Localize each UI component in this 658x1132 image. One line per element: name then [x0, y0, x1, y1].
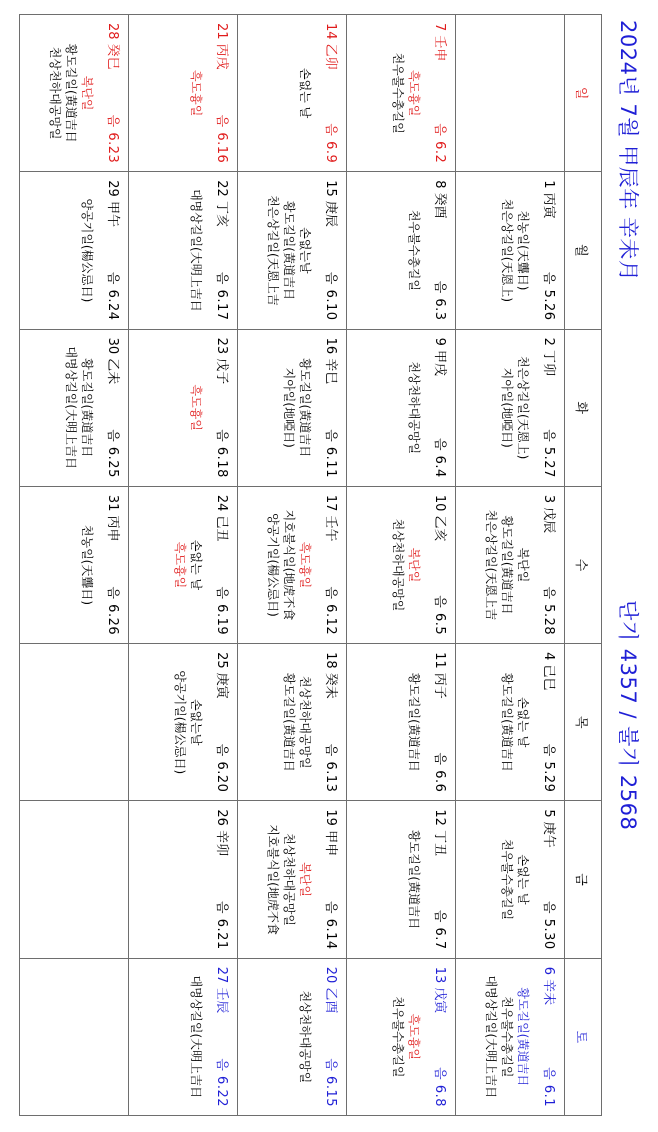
- solar-date: 13 戊寅: [432, 966, 447, 1014]
- day-cell-header: [105, 172, 128, 328]
- lunar-date: 음 5.29: [541, 743, 556, 793]
- day-notes: [188, 15, 214, 171]
- day-note: 천상천하대공망일: [298, 675, 312, 769]
- day-note: 흑도흉일: [298, 541, 312, 589]
- day-note: 천우불수총길일: [407, 209, 421, 291]
- day-cell-header: [105, 487, 128, 643]
- day-notes: [281, 330, 323, 486]
- day-note: 황도길일(黃道吉日: [282, 672, 296, 772]
- lunar-date: 음 6.6: [432, 752, 447, 793]
- day-note: 황도길일(黃道吉日: [516, 987, 530, 1087]
- day-cell: [238, 801, 347, 958]
- lunar-date: 음 6.16: [214, 114, 229, 164]
- day-cell: [238, 172, 347, 329]
- empty-day-cell: [20, 644, 129, 801]
- lunar-date: 음 6.15: [323, 1058, 338, 1107]
- day-cell-header: [214, 644, 237, 800]
- solar-date: 29 甲午: [105, 180, 120, 227]
- day-note: 천상천하대공망일: [391, 518, 405, 612]
- day-note: 황도길일(黃道吉日: [500, 672, 514, 772]
- solar-date: 22 丁亥: [214, 180, 229, 227]
- solar-date: 26 辛卯: [214, 809, 229, 857]
- solar-date: 30 乙未: [105, 337, 120, 385]
- day-cell: [238, 15, 347, 172]
- day-notes: [390, 15, 432, 171]
- day-cell: [456, 486, 565, 643]
- lunar-date: 음 6.3: [432, 280, 447, 321]
- day-cell-header: [214, 487, 237, 643]
- day-note: 지호불식일(地虎不食: [282, 509, 296, 621]
- day-note: 천은상길일(天恩上): [516, 356, 530, 460]
- lunar-date: 음 6.21: [214, 901, 229, 950]
- lunar-date: 음 6.13: [323, 743, 338, 793]
- day-cell-header: [432, 801, 455, 957]
- weekday-header: 일: [565, 15, 602, 172]
- day-cell-header: [323, 644, 346, 800]
- day-notes: [406, 330, 432, 486]
- day-note: 양공기일(楊公忌日): [266, 513, 280, 617]
- solar-date: 6 辛未: [541, 966, 556, 1006]
- day-note: 흑도흉일: [407, 1013, 421, 1061]
- day-notes: [390, 487, 432, 643]
- lunar-date: 음 6.2: [432, 123, 447, 164]
- day-note: 손없는 날: [516, 854, 530, 905]
- day-note: 손없는날: [189, 699, 203, 746]
- day-cell-header: [541, 801, 564, 957]
- day-notes: [265, 172, 323, 328]
- day-cell: [20, 329, 129, 486]
- day-note: 천농일(天聾日): [516, 210, 530, 291]
- day-note: 손없는 날: [298, 68, 312, 119]
- day-notes: [63, 330, 105, 486]
- lunar-date: 음 6.17: [214, 271, 229, 321]
- lunar-date: 음 6.19: [214, 586, 229, 636]
- weekday-header: 월: [565, 172, 602, 329]
- week-row: [20, 15, 129, 1116]
- day-notes: [265, 801, 323, 957]
- day-note: 양공기일(楊公忌日): [80, 198, 94, 303]
- day-cell-header: [432, 330, 455, 486]
- solar-date: 27 壬辰: [214, 966, 229, 1014]
- day-note: 대명상길일(大明上吉日: [484, 975, 498, 1099]
- day-cell: [456, 801, 565, 958]
- solar-date: 10 乙亥: [432, 494, 447, 542]
- lunar-date: 음 5.26: [541, 271, 556, 321]
- day-cell-header: [541, 959, 564, 1115]
- day-cell: [347, 15, 456, 172]
- day-note: 복단일: [80, 75, 94, 111]
- day-notes: [499, 172, 541, 328]
- day-note: 천농일(天聾日): [80, 524, 94, 606]
- solar-date: 1 丙寅: [541, 180, 556, 219]
- day-cell: [20, 486, 129, 643]
- day-notes: [483, 959, 541, 1115]
- day-note: 천상천하대공망일: [298, 990, 312, 1084]
- day-note: 손없는 날: [189, 539, 203, 591]
- day-cell-header: [432, 959, 455, 1115]
- day-cell: [456, 644, 565, 801]
- day-note: 황도길일(黃道吉日: [407, 672, 421, 772]
- day-notes: [499, 801, 541, 957]
- day-note: 손없는날: [298, 227, 312, 274]
- solar-date: 21 丙戌: [214, 23, 229, 70]
- day-note: 천상천하대공망일: [48, 46, 62, 140]
- lunar-date: 음 6.25: [105, 429, 120, 478]
- lunar-date: 음 6.24: [105, 271, 120, 321]
- day-cell: [129, 329, 238, 486]
- day-cell-header: [214, 330, 237, 486]
- day-cell-header: [432, 487, 455, 643]
- day-cell-header: [323, 959, 346, 1115]
- solar-date: 19 甲申: [323, 809, 338, 857]
- lunar-date: 음 6.9: [323, 123, 338, 164]
- day-notes: [499, 330, 541, 486]
- day-notes: [172, 487, 214, 643]
- solar-date: 3 戊辰: [541, 494, 556, 534]
- day-note: 흑도흉일: [173, 541, 187, 589]
- day-note: 황도길일(黃道吉日: [407, 830, 421, 930]
- lunar-date: 음 6.22: [214, 1058, 229, 1107]
- day-note: 지아일(地啞日): [282, 367, 296, 448]
- day-cell: [129, 644, 238, 801]
- solar-date: 14 乙卯: [323, 23, 338, 70]
- day-cell-header: [432, 644, 455, 800]
- day-cell: [238, 644, 347, 801]
- calendar-body: [20, 15, 565, 1116]
- day-notes: [79, 172, 105, 328]
- lunar-date: 음 6.1: [541, 1067, 556, 1107]
- day-cell-header: [541, 330, 564, 486]
- day-cell: [347, 644, 456, 801]
- weekday-header: 화: [565, 329, 602, 486]
- day-cell-header: [323, 172, 346, 328]
- weekday-header: 토: [565, 958, 602, 1115]
- day-cell: [238, 958, 347, 1115]
- week-row: [456, 15, 565, 1116]
- day-notes: [499, 644, 541, 800]
- empty-day-cell: [20, 801, 129, 958]
- solar-date: 24 己丑: [214, 494, 229, 542]
- day-notes: [297, 959, 323, 1115]
- empty-day-cell: [456, 15, 565, 172]
- day-cell-header: [214, 801, 237, 957]
- day-notes: [297, 15, 323, 171]
- day-note: 지아일(地啞日): [500, 367, 514, 448]
- day-note: 황도길일(黃道吉日: [282, 200, 296, 300]
- month-calendar-grid: [19, 14, 602, 1116]
- day-cell-header: [541, 172, 564, 328]
- lunar-date: 음 6.18: [214, 429, 229, 478]
- day-cell: [129, 486, 238, 643]
- solar-date: 9 甲戌: [432, 337, 447, 376]
- solar-date: 15 庚辰: [323, 180, 338, 227]
- day-notes: [204, 801, 214, 957]
- day-cell: [347, 801, 456, 958]
- day-cell: [456, 958, 565, 1115]
- day-cell: [20, 172, 129, 329]
- solar-date: 17 壬午: [323, 494, 338, 542]
- day-cell: [129, 801, 238, 958]
- lunar-date: 음 6.23: [105, 114, 120, 164]
- day-cell: [129, 172, 238, 329]
- day-cell-header: [214, 172, 237, 328]
- day-note: 천우불수총길일: [391, 996, 405, 1078]
- day-note: 흑도흉일: [189, 384, 203, 431]
- day-cell: [456, 329, 565, 486]
- day-notes: [188, 959, 214, 1115]
- day-note: 대명상길일(大明上吉日: [189, 189, 203, 312]
- day-note: 복단일: [407, 547, 421, 583]
- day-cell-header: [432, 15, 455, 171]
- day-cell: [238, 486, 347, 643]
- solar-date: 16 辛巳: [323, 337, 338, 385]
- day-cell: [347, 172, 456, 329]
- day-notes: [188, 172, 214, 328]
- lunar-date: 음 5.30: [541, 901, 556, 950]
- day-note: 천상천하대공망일: [282, 833, 296, 926]
- day-notes: [47, 15, 105, 171]
- day-cell-header: [323, 330, 346, 486]
- day-note: 황도길일(黃道吉日: [64, 43, 78, 143]
- day-note: 천은상길일(天恩上): [500, 198, 514, 303]
- day-note: 천우불수총길일: [500, 838, 514, 921]
- day-note: 흑도흉일: [189, 69, 203, 117]
- day-note: 천우불수총길일: [391, 52, 405, 134]
- day-note: 천은상길일(天恩上吉: [266, 195, 280, 306]
- day-cell: [238, 329, 347, 486]
- day-note: 천은상길일(天恩上吉: [484, 509, 498, 621]
- empty-day-cell: [20, 958, 129, 1115]
- weekday-header: 금: [565, 801, 602, 958]
- lunar-date: 음 5.28: [541, 586, 556, 636]
- calendar-title: 2024년 7월 甲辰年 辛未月: [616, 20, 640, 282]
- week-row: [129, 15, 238, 1116]
- day-cell-header: [214, 15, 237, 171]
- day-cell: [347, 329, 456, 486]
- day-notes: [79, 487, 105, 643]
- lunar-date: 음 6.8: [432, 1067, 447, 1107]
- day-cell-header: [541, 487, 564, 643]
- weekday-header: 수: [565, 486, 602, 643]
- lunar-date: 음 6.5: [432, 595, 447, 636]
- day-note: 복단일: [516, 547, 530, 583]
- lunar-date: 음 5.27: [541, 429, 556, 478]
- lunar-date: 음 6.4: [432, 437, 447, 478]
- day-note: 대명상길일(大明上吉日: [189, 975, 203, 1099]
- day-cell-header: [323, 15, 346, 171]
- day-cell-header: [323, 487, 346, 643]
- solar-date: 11 丙子: [432, 652, 447, 699]
- day-note: 황도길일(黃道吉日: [298, 358, 312, 458]
- day-note: 손없는 날: [516, 697, 530, 748]
- day-notes: [406, 801, 432, 957]
- week-row: [238, 15, 347, 1116]
- day-cell: [456, 172, 565, 329]
- solar-date: 8 癸酉: [432, 180, 447, 219]
- lunar-date: 음 6.14: [323, 901, 338, 950]
- day-cell-header: [323, 801, 346, 957]
- day-note: 황도길일(黃道吉日: [80, 358, 94, 458]
- day-notes: [188, 330, 214, 486]
- day-note: 복단일: [298, 862, 312, 897]
- weekday-header: 목: [565, 644, 602, 801]
- lunar-date: 음 6.12: [323, 586, 338, 636]
- lunar-date: 음 6.10: [323, 271, 338, 321]
- day-notes: [172, 644, 214, 800]
- solar-date: 7 壬申: [432, 23, 447, 62]
- calendar-era-years: 단기 4357 / 불기 2568: [616, 600, 640, 831]
- solar-date: 4 己巳: [541, 652, 556, 691]
- day-note: 천상천하대공망일: [407, 361, 421, 455]
- day-note: 흑도흉일: [407, 69, 421, 117]
- lunar-date: 음 6.20: [214, 743, 229, 793]
- solar-date: 25 庚寅: [214, 652, 229, 699]
- solar-date: 2 丁卯: [541, 337, 556, 376]
- day-notes: [281, 644, 323, 800]
- day-notes: [406, 644, 432, 800]
- day-cell-header: [214, 959, 237, 1115]
- solar-date: 18 癸未: [323, 652, 338, 699]
- day-notes: [265, 487, 323, 643]
- solar-date: 5 庚午: [541, 809, 556, 848]
- day-cell-header: [105, 15, 128, 171]
- day-note: 양공기일(楊公忌日): [173, 670, 187, 775]
- day-cell: [347, 958, 456, 1115]
- day-notes: [390, 959, 432, 1115]
- week-row: [347, 15, 456, 1116]
- day-note: 천우불수총길일: [500, 996, 514, 1078]
- solar-date: 20 乙酉: [323, 966, 338, 1014]
- day-note: 지호불식일(地虎不食: [266, 824, 280, 935]
- solar-date: 23 戊子: [214, 337, 229, 385]
- day-cell: [20, 15, 129, 172]
- solar-date: 31 丙申: [105, 494, 120, 542]
- day-notes: [483, 487, 541, 643]
- day-note: 황도길일(黃道吉日: [500, 515, 514, 615]
- solar-date: 12 丁丑: [432, 809, 447, 857]
- day-cell: [347, 486, 456, 643]
- day-cell: [129, 15, 238, 172]
- day-note: 대명상길일(大明上吉日: [64, 346, 78, 470]
- day-cell-header: [432, 172, 455, 328]
- lunar-date: 음 6.26: [105, 586, 120, 636]
- solar-date: 28 癸巳: [105, 23, 120, 70]
- lunar-date: 음 6.7: [432, 909, 447, 950]
- lunar-date: 음 6.11: [323, 429, 338, 478]
- day-cell-header: [541, 644, 564, 800]
- day-cell: [129, 958, 238, 1115]
- day-cell-header: [105, 330, 128, 486]
- weekday-header-row: [565, 15, 602, 1116]
- day-notes: [406, 172, 432, 328]
